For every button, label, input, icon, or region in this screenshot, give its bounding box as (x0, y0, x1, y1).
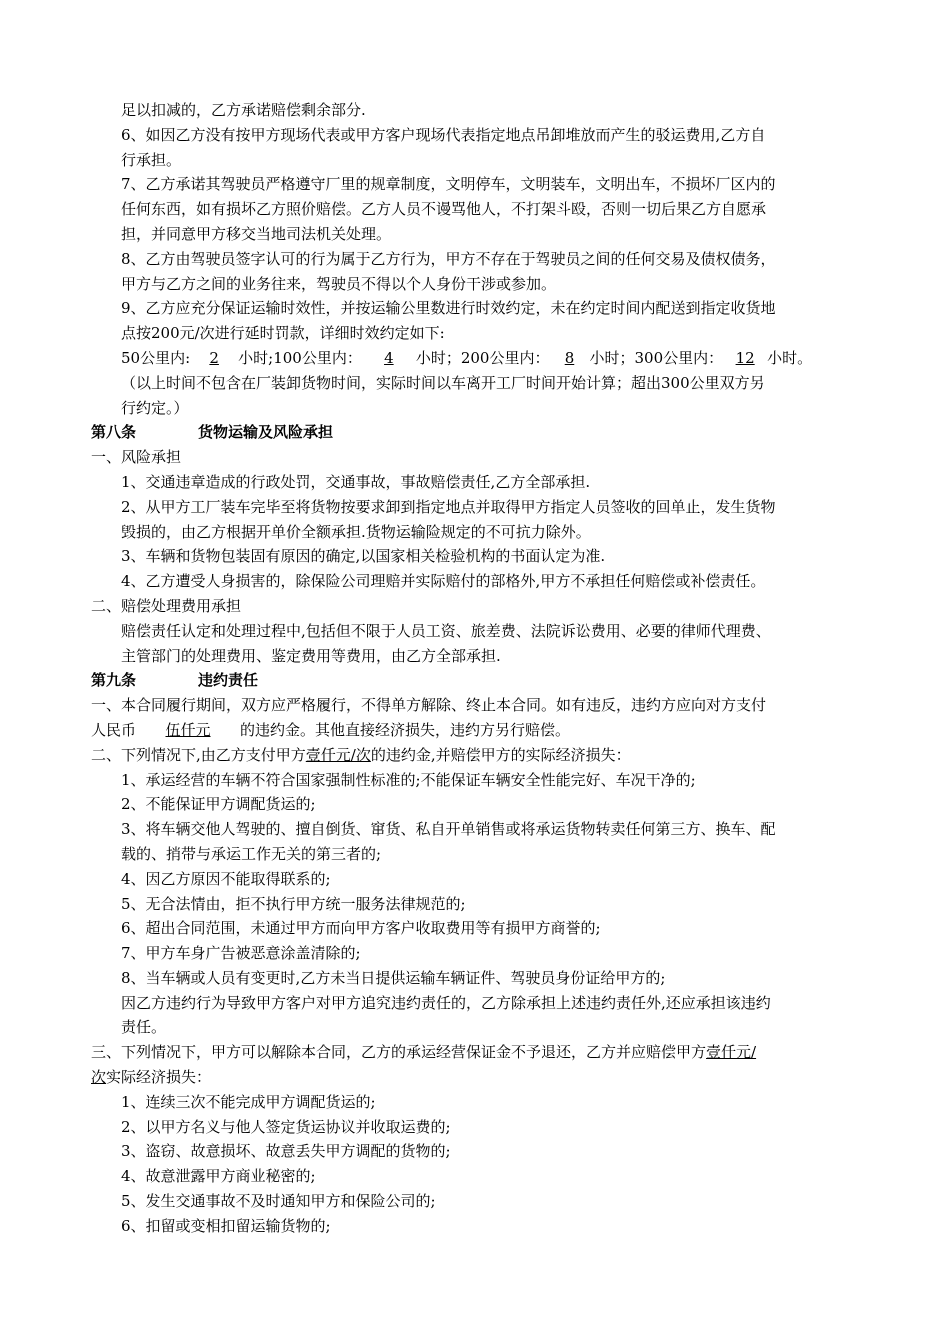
clause-text: 任何东西，如有损坏乙方照价赔偿。乙方人员不谩骂他人，不打架斗殴，否则一切后果乙方自愿承 (121, 200, 767, 219)
clause-9-2 (91, 743, 871, 768)
penalty-amount: 伍仟元 (165, 720, 211, 739)
clause-7-7: 7、乙方承诺其驾驶员严格遵守厂里的规章制度，文明停车，文明装车，文明出车，不损坏厂区内的 (121, 175, 776, 194)
article-8-heading (91, 420, 871, 445)
clause-8-1: 1、交通违章造成的行政处罚，交通事故，事故赔偿责任,乙方全部承担. (121, 472, 591, 491)
timing-terms (91, 346, 871, 371)
clause-text: 责任。 (121, 1018, 167, 1037)
list-item: 3、盗窃、故意损坏、故意丢失甲方调配的货物的; (121, 1142, 451, 1161)
timing-label: 小时;100公里内： (238, 348, 362, 367)
clause-text: 甲方与乙方之间的业务往来，驾驶员不得以个人身份干涉或参加。 (121, 274, 557, 293)
timing-label: 小时；200公里内： (415, 348, 550, 367)
clause-8-4: 4、乙方遭受人身损害的，除保险公司理赔并实际赔付的部格外,甲方不承担任何赔偿或补偿责任。 (121, 572, 766, 591)
clause-text: 行承担。 (121, 150, 182, 169)
clause-text (91, 718, 871, 743)
timing-label: 50公里内: (121, 348, 191, 367)
timing-value: 4 (384, 348, 394, 367)
list-item: 4、故意泄露甲方商业秘密的; (121, 1167, 316, 1186)
list-item: 2、以甲方名义与他人签定货运协议并收取运费的; (121, 1117, 451, 1136)
timing-value: 8 (564, 348, 575, 367)
list-item: 8、当车辆或人员有变更时,乙方未当日提供运输车辆证件、驾驶员身份证给甲方的; (121, 968, 666, 987)
timing-note: 行约定。） (121, 398, 189, 417)
clause-text: 因乙方违约行为导致甲方客户对甲方追究违约责任的，乙方除承担上述违约责任外,还应承担该违约 (121, 993, 771, 1012)
list-item: 6、超出合同范围，未通过甲方而向甲方客户收取费用等有损甲方商誉的; (121, 919, 601, 938)
article-number: 第九条 (91, 671, 137, 690)
clause-text (91, 1065, 871, 1090)
clause-7-6: 6、如因乙方没有按甲方现场代表或甲方客户现场代表指定地点吊卸堆放而产生的驳运费用,乙方自 (121, 125, 766, 144)
subsection-title: 二、赔偿处理费用承担 (91, 596, 242, 615)
timing-note: （以上时间不包含在厂装卸货物时间，实际时间以车离开工厂时间开始计算；超出300公里双方另 (121, 373, 765, 392)
list-item: 1、承运经营的车辆不符合国家强制性标准的;不能保证车辆安全性能完好、车况干净的; (121, 770, 696, 789)
list-item: 载的、捎带与承运工作无关的第三者的; (121, 844, 382, 863)
list-item: 3、将车辆交他人驾驶的、擅自倒货、窜货、私自开单销售或将承运货物转卖任何第三方、换车、配 (121, 820, 776, 839)
clause-text: 足以扣减的，乙方承诺赔偿剩余部分. (121, 101, 366, 119)
article-number: 第八条 (91, 423, 137, 442)
contract-body (91, 98, 871, 1239)
text-fragment: 的违约金。其他直接经济损失，违约方另行赔偿。 (240, 720, 571, 739)
timing-label: 小时；300公里内： (589, 348, 724, 367)
clause-text: 赔偿责任认定和处理过程中,包括但不限于人员工资、旅差费、法院诉讼费用、必要的律师代理费、 (121, 621, 771, 640)
clause-7-8: 8、乙方由驾驶员签字认可的行为属于乙方行为，甲方不存在于驾驶员之间的任何交易及债权债务， (121, 249, 776, 268)
text-fragment: 的违约金,并赔偿甲方的实际经济损失： (370, 745, 631, 764)
clause-8-3: 3、车辆和货物包装固有原因的确定,以国家相关检验机构的书面认定为准. (121, 547, 606, 566)
list-item: 1、连续三次不能完成甲方调配货运的; (121, 1092, 376, 1111)
list-item: 2、不能保证甲方调配货运的; (121, 795, 316, 814)
article-title: 货物运输及风险承担 (198, 423, 334, 442)
penalty-amount: 壹仟元/次 (305, 745, 371, 764)
list-item: 5、发生交通事故不及时通知甲方和保险公司的; (121, 1192, 436, 1211)
article-title: 违约责任 (198, 671, 259, 690)
clause-8-2: 2、从甲方工厂装车完毕至将货物按要求卸到指定地点并取得甲方指定人员签收的回单止，发生货物 (121, 497, 776, 516)
text-fragment: 实际经济损失： (106, 1068, 212, 1087)
list-item: 7、甲方车身广告被恶意涂盖清除的; (121, 944, 361, 963)
clause-9-1: 一、本合同履行期间，双方应严格履行，不得单方解除、终止本合同。如有违反，违约方应向对方支付 (91, 696, 767, 715)
penalty-amount: 壹仟元/ (706, 1043, 757, 1062)
clause-text: 主管部门的处理费用、鉴定费用等费用，由乙方全部承担. (121, 646, 501, 665)
subsection-title: 一、风险承担 (91, 448, 182, 467)
article-9-heading (91, 668, 871, 693)
penalty-amount: 次 (91, 1068, 107, 1087)
list-item: 5、无合法情由，拒不执行甲方统一服务法律规范的; (121, 894, 466, 913)
clause-text: 毁损的，由乙方根据开单价全额承担.货物运输险规定的不可抗力除外。 (121, 522, 591, 541)
clause-7-9: 9、乙方应充分保证运输时效性，并按运输公里数进行时效约定，未在约定时间内配送到指定收货地 (121, 299, 776, 318)
text-fragment: 人民币 (91, 720, 137, 739)
text-fragment: 二、下列情况下,由乙方支付甲方 (91, 745, 306, 764)
timing-value: 12 (735, 348, 755, 367)
text-fragment: 三、下列情况下，甲方可以解除本合同，乙方的承运经营保证金不予退还，乙方并应赔偿甲方 (91, 1043, 707, 1062)
list-item: 4、因乙方原因不能取得联系的; (121, 869, 331, 888)
clause-text: 点按200元/次进行延时罚款，详细时效约定如下: (121, 324, 445, 343)
list-item: 6、扣留或变相扣留运输货物的; (121, 1216, 331, 1235)
clause-text: 担，并同意甲方移交当地司法机关处理。 (121, 224, 392, 243)
timing-value: 2 (209, 348, 219, 367)
clause-9-3 (91, 1040, 871, 1065)
timing-label: 小时。 (767, 348, 813, 367)
